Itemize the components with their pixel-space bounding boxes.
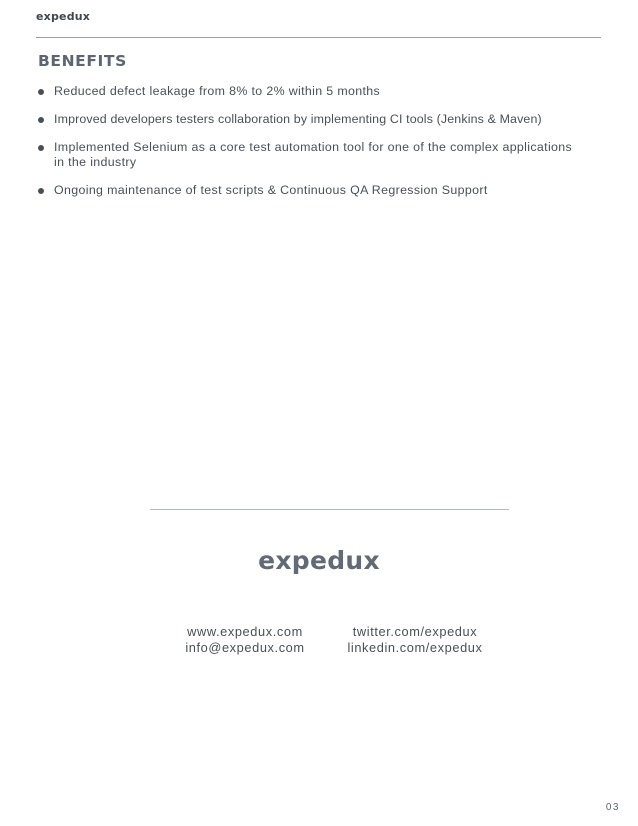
footer-divider: [150, 509, 509, 510]
bullet-icon: [38, 117, 44, 123]
bullet-icon: [38, 188, 44, 194]
page-number: 03: [605, 802, 620, 813]
list-item: [38, 140, 578, 170]
linkedin-link[interactable]: linkedin.com/expedux: [347, 639, 483, 655]
list-item: [38, 84, 578, 99]
header-divider: [36, 37, 601, 38]
bullet-icon: [38, 145, 44, 151]
benefit-text: Ongoing maintenance of test scripts & Continuous QA Regression Support: [54, 183, 488, 197]
email-link[interactable]: info@expedux.com: [185, 639, 305, 655]
section-title: BENEFITS: [38, 52, 127, 70]
benefit-text: Implemented Selenium as a core test automation tool for one of the complex applications in the industry: [54, 140, 573, 169]
footer-logo: expedux: [258, 546, 380, 575]
contact-column-right: [340, 624, 490, 655]
bullet-icon: [38, 89, 44, 95]
benefit-text: Reduced defect leakage from 8% to 2% within 5 months: [54, 84, 381, 98]
benefits-list: [38, 84, 578, 198]
list-item: [38, 112, 578, 127]
twitter-link[interactable]: twitter.com/expedux: [352, 624, 478, 639]
website-link[interactable]: www.expedux.com: [187, 624, 303, 639]
header-logo: expedux: [36, 10, 91, 23]
contact-column-left: [170, 624, 320, 655]
benefit-text: Improved developers testers collaboration by implementing CI tools (Jenkins & Maven): [54, 112, 542, 126]
list-item: [38, 183, 578, 198]
